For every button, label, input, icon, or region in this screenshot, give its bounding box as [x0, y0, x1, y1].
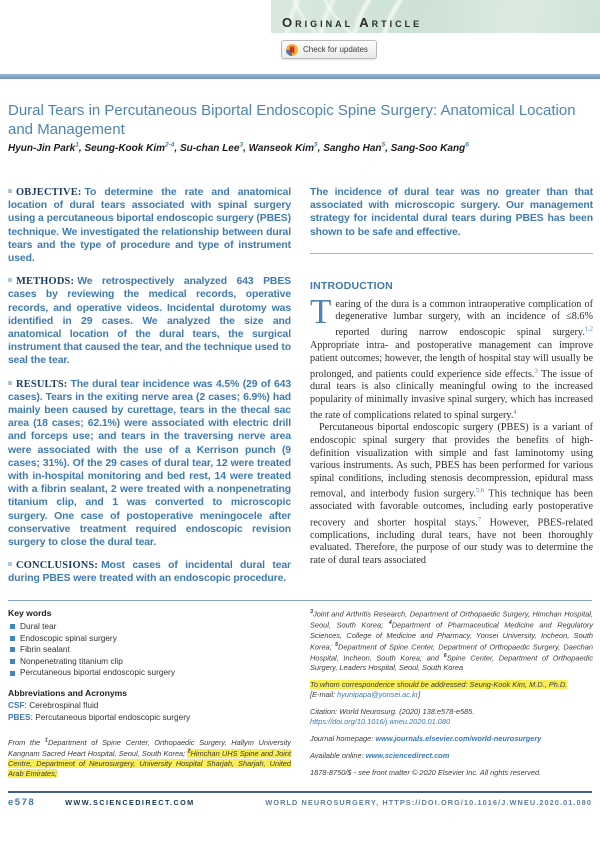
- article-type-label: Original Article: [282, 15, 423, 30]
- bullet-square-icon: [8, 381, 12, 385]
- highlighted-affiliation: $^2$Himchan UHS Spine and Joint Centre, Department of Neurosurgery, University Hospital Sharjah, Sharjah, United Arab Emirates;: [8, 748, 291, 778]
- abstract-results: RESULTS: The dural tear incidence was 4.5% (29 of 643 cases). Tears in the exiting nerve area (2 cases; 6.9%) had mainly been caused by curettage, tears in the thecal sac area (18 cases; 62.1%) were associated with electric drill and forceps use; and tears in the traversing nerve area were associated with the use of a Kerrison punch (9 cases; 31%). Of the 29 cases of dural tear, 12 were treated with in-hospital monitoring and bed rest, 14 were treated with a fibrin sealant, 2 were treated with a nonpenetrating titanium clip, and 1 was converted to microscopic surgery. One case of postoperative meningocele after conservative treatment required endoscopic revision surgery to close the dural tear.: [8, 378, 291, 549]
- metadata-divider: [8, 600, 592, 601]
- page-number: e578: [8, 797, 36, 808]
- affiliations-right: $^3$Joint and Arthritis Research, Department of Orthopaedic Surgery, Himchan Hospital, Seoul, South Korea; $^4$Department of Pharmaceutical Medicine and Regulatory Sciences, College of Medicine and Pharmacy, Yonsei University, Incheon, South Korea; $^5$Department of Spine Center, Department of Orthopaedic Surgery, Daechan Hospital, Incheon, South Korea; and $^6$Spine Center, Department of Orthopaedic Surgery, Leaders Hospital, Seoul, South Korea: [310, 609, 594, 673]
- bullet-square-icon: [10, 647, 15, 652]
- journal-homepage-link[interactable]: www.journals.elsevier.com/world-neurosurgery: [375, 733, 542, 743]
- affiliations-left: From the $^1$Department of Spine Center, Orthopaedic Surgery, Hallym University Kangnam Sacred Heart Hospital, Seoul, South Korea; $^2$Himchan UHS Spine and Joint Centre, Department of Neurosurgery, University Hospital Sharjah, Sharjah, United Arab Emirates;: [8, 737, 291, 778]
- author: Sangho Han$^5$,: [323, 142, 391, 155]
- page-title: Dural Tears in Percutaneous Biportal Endoscopic Spine Surgery: Anatomical Location and Management: [8, 102, 576, 138]
- check-for-updates-label: Check for updates: [303, 45, 368, 54]
- metadata-left-column: [8, 608, 291, 779]
- check-for-updates-button[interactable]: [281, 40, 377, 59]
- copyright-line: 1878-8750/$ - see front matter © 2020 Elsevier Inc. All rights reserved.: [310, 767, 542, 777]
- abstract-methods: METHODS: We retrospectively analyzed 643 PBES cases by reviewing the medical records, operative records, and operative videos. Incidental durotomy was identified in 29 cases. We analyzed the size and anatomical location of the dural tears, the surgical instrument that caused the tear, and the technique used to seal the tear.: [8, 276, 291, 367]
- author: Seung-Kook Kim$^{2-4}$,: [84, 142, 180, 155]
- keywords-heading: Key words: [8, 608, 52, 618]
- bullet-square-icon: [10, 671, 15, 676]
- correspondence-highlight: To whom correspondence should be addressed: Seung-Kook Kim, M.D., Ph.D.: [310, 680, 568, 690]
- journal-homepage-line: Journal homepage: www.journals.elsevier.com/world-neurosurgery: [310, 733, 542, 743]
- abstract-objective: OBJECTIVE: To determine the rate and anatomical location of dural tears associated with spinal surgery using a percutaneous biportal endoscopic surgery (PBES) technique. We investigated the relationship between dural tears and the type of procedure and type of instrument used.: [8, 187, 291, 265]
- author: Su-chan Lee$^3$,: [179, 142, 249, 155]
- list-item: Fibrin sealant: [8, 644, 291, 656]
- bullet-square-icon: [10, 659, 15, 664]
- bullet-square-icon: [8, 189, 12, 193]
- list-item: Nonpenetrating titanium clip: [8, 656, 291, 668]
- author: Sang-Soo Kang$^6$: [390, 142, 469, 155]
- abbreviations-heading: Abbreviations and Acronyms: [8, 687, 128, 698]
- list-item: Dural tear: [8, 621, 291, 633]
- abstract-left-column: [8, 186, 291, 596]
- available-online-line: Available online: www.sciencedirect.com: [310, 750, 450, 760]
- article-type-banner: [271, 0, 600, 33]
- abbreviation-entry: PBES: Percutaneous biportal endoscopic surgery: [8, 711, 191, 722]
- author: Wanseok Kim$^5$,: [248, 142, 324, 155]
- introduction-paragraph-1: Tearing of the dura is a common intraoperative complication of degenerative lumbar surgery, with an incidence of ≤8.6% reported during narrow endoscopic spinal surgery.$^{1,2}$ Appropriate intra- and postoperative management can improve patient outcomes; however, the length of hospital stay will usually be prolonged, and patients could experience side effects.$^3$ The issue of dural tears is also clinically meaningful owing to the increased popularity of minimally invasive spinal surgery, which has increased the rate of complications related to spinal surgery.$^4$: [310, 291, 594, 421]
- citation-block: Citation: World Neurosurg. (2020) 138:e578-e585. https://doi.org/10.1016/j.wneu.2020.01.080: [310, 707, 475, 727]
- introduction-paragraph-2: Percutaneous biportal endoscopic surgery (PBES) is a variant of endoscopic spinal surgery that provides the benefits of high-definition visualization with simple and fast laminotomy using various instruments. As such, PBES has been performed for various spinal conditions, including stenosis decompression, epidural mass removal, and interbody fusion surgery.$^{5,6}$ This technique has been associated with favorable outcomes, including early postoperative recovery and shorter hospital stays.$^7$ However, PBES-related complications, including dural tears, have not been thoroughly evaluated. Therefore, the purpose of our study was to determine the rate of dural tears associated: [310, 422, 593, 567]
- list-item: Endoscopic spinal surgery: [8, 633, 291, 645]
- introduction-heading: INTRODUCTION: [310, 279, 393, 292]
- bullet-square-icon: [8, 562, 12, 566]
- abstract-conclusions: CONCLUSIONS: Most cases of incidental dural tear during PBES were treated with an endoscopic procedure.: [8, 560, 291, 585]
- author: Hyun-Jin Park$^1$,: [8, 142, 85, 155]
- footer-journal-doi: WORLD NEUROSURGERY, HTTPS://DOI.ORG/10.1016/J.WNEU.2020.01.080: [265, 798, 592, 807]
- footer-divider: [8, 791, 592, 793]
- footer: [8, 797, 592, 808]
- correspondence-block: To whom correspondence should be addressed: Seung-Kook Kim, M.D., Ph.D. [E-mail: hyunipapa@yonsei.ac.kr]: [310, 680, 568, 700]
- sciencedirect-link[interactable]: www.sciencedirect.com: [365, 750, 450, 760]
- list-item: Percutaneous biportal endoscopic surgery: [8, 667, 291, 679]
- doi-link[interactable]: https://doi.org/10.1016/j.wneu.2020.01.080: [310, 717, 451, 727]
- right-column: [310, 186, 593, 568]
- abstract-divider: [310, 253, 593, 254]
- header-divider-bar: [0, 74, 600, 79]
- drop-cap: T: [310, 291, 332, 331]
- bullet-square-icon: [10, 624, 15, 629]
- bullet-square-icon: [10, 636, 15, 641]
- footer-sciencedirect-link[interactable]: WWW.SCIENCEDIRECT.COM: [65, 798, 195, 807]
- keywords-list: [8, 621, 291, 679]
- metadata-right-column: [310, 608, 593, 785]
- bullet-square-icon: [8, 278, 12, 282]
- crossmark-circle-icon: [286, 44, 298, 56]
- abstract-conclusions-continued: The incidence of dural tear was no greater than that associated with microscopic surgery. Our management strategy for incidental dural tears during PBES has been shown to be safe and effective.: [310, 187, 593, 238]
- author-list: [8, 142, 594, 154]
- abbreviation-entry: CSF: Cerebrospinal fluid: [8, 699, 99, 710]
- email-link[interactable]: hyunipapa@yonsei.ac.kr: [337, 690, 419, 700]
